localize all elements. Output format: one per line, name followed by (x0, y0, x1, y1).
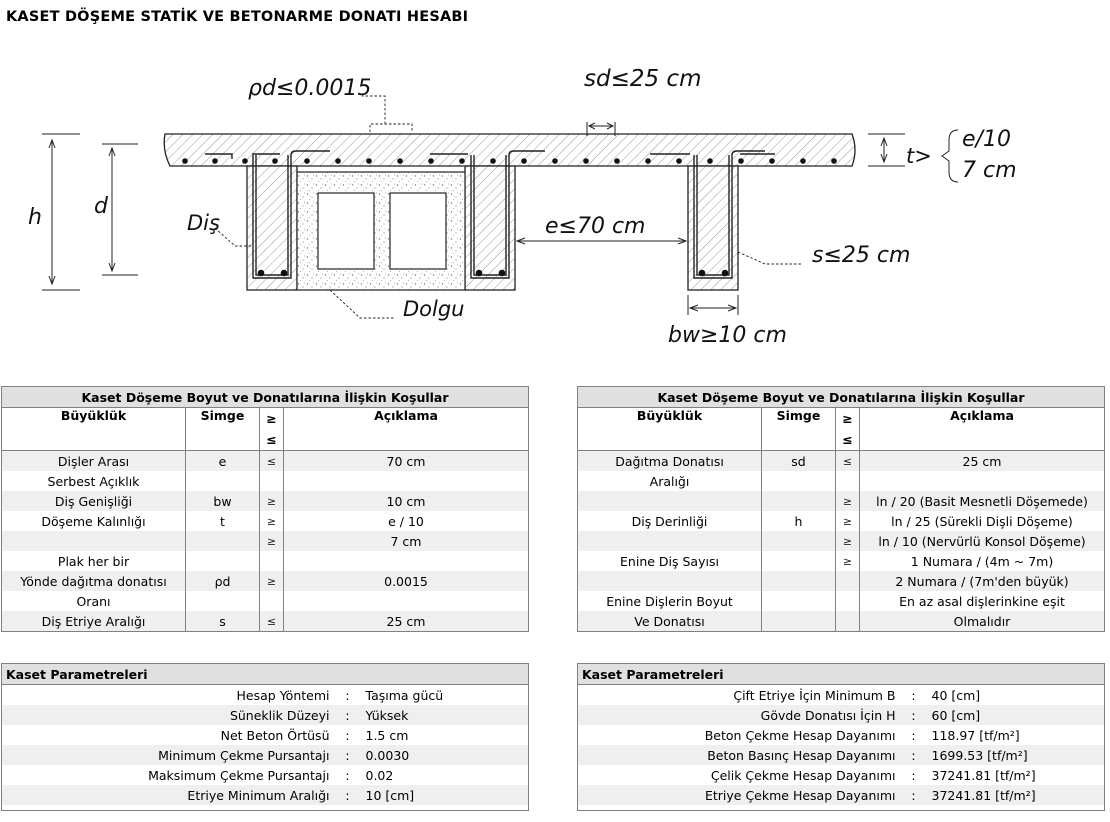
cell-quantity: Aralığı (578, 471, 762, 491)
conditions-table-left (1, 386, 529, 632)
conditions-title: Kaset Döşeme Boyut ve Donatılarına İlişkin Koşullar (578, 387, 1105, 408)
table-row (578, 491, 1105, 511)
param-value: 0.02 (365, 767, 394, 783)
cell-symbol (186, 531, 260, 551)
cell-description: Olmalıdır (860, 611, 1105, 632)
waffle-slab-diagram (0, 30, 1110, 360)
cell-description: 10 cm (284, 491, 529, 511)
cell-op: ≥ (836, 491, 860, 511)
cell-quantity: Yönde dağıtma donatısı (2, 571, 186, 591)
cell-quantity (578, 491, 762, 511)
cell-op: ≥ (260, 571, 284, 591)
op-le: ≤ (266, 432, 277, 447)
cell-symbol (186, 471, 260, 491)
cell-quantity: Diş Etriye Aralığı (2, 611, 186, 632)
cell-description: 2 Numara / (7m'den büyük) (860, 571, 1105, 591)
cell-symbol (762, 471, 836, 491)
table-row (2, 531, 529, 551)
param-sep: : (900, 745, 928, 765)
cell-op: ≤ (836, 451, 860, 472)
cell-quantity: Dağıtma Donatısı (578, 451, 762, 472)
table-row (2, 471, 529, 491)
col-description: Açıklama (860, 408, 1105, 451)
op-le: ≤ (842, 432, 853, 447)
s-label: s≤25 cm (812, 243, 911, 268)
param-row (578, 745, 1105, 765)
param-sep: : (911, 767, 916, 783)
cell-op: ≥ (260, 531, 284, 551)
sd-label: sd≤25 cm (584, 66, 702, 92)
table-row (2, 551, 529, 571)
cell-op: ≥ (836, 531, 860, 551)
cell-symbol: bw (186, 491, 260, 511)
conditions-table-right (577, 386, 1105, 632)
cell-description (860, 471, 1105, 491)
table-row (578, 531, 1105, 551)
table-row (578, 571, 1105, 591)
param-value: Taşıma gücü (365, 687, 444, 703)
param-value: 37241.81 [tf/m²] (931, 767, 1036, 783)
table-row (2, 611, 529, 632)
d-label: d (94, 194, 108, 219)
param-value: 10 [cm] (362, 785, 529, 805)
dolgu-label: Dolgu (403, 297, 465, 321)
cell-description: ln / 25 (Sürekli Dişli Döşeme) (860, 511, 1105, 531)
rho-label: ρd≤0.0015 (248, 76, 372, 101)
cell-op: ≤ (260, 451, 284, 472)
param-label: Hesap Yöntemi (236, 687, 330, 703)
param-sep: : (345, 727, 350, 743)
param-value: 1.5 cm (365, 727, 409, 743)
cell-symbol (186, 591, 260, 611)
cell-symbol: t (186, 511, 260, 531)
cell-op (836, 471, 860, 491)
cell-quantity: Dişler Arası (2, 451, 186, 472)
cell-quantity: Serbest Açıklık (2, 471, 186, 491)
param-row (578, 705, 1105, 725)
cell-op: ≥ (836, 551, 860, 571)
param-row (2, 785, 529, 805)
param-label: Beton Çekme Hesap Dayanımı (704, 727, 896, 743)
cell-description: En az asal dişlerinkine eşit (860, 591, 1105, 611)
param-label: Maksimum Çekme Pursantajı (148, 767, 330, 783)
param-label: Minimum Çekme Pursantajı (2, 745, 334, 765)
cell-description (284, 471, 529, 491)
cell-quantity (578, 531, 762, 551)
cell-quantity: Plak her bir (2, 551, 186, 571)
page-title: KASET DÖŞEME STATİK VE BETONARME DONATI HESABI (6, 9, 469, 25)
cell-quantity: Enine Diş Sayısı (578, 551, 762, 571)
param-value: 118.97 [tf/m²] (931, 727, 1020, 743)
table-row (2, 451, 529, 472)
param-sep: : (900, 705, 928, 725)
param-row (2, 705, 529, 725)
bw-label: bw≥10 cm (668, 323, 787, 348)
cell-quantity (578, 571, 762, 591)
cell-description: 25 cm (860, 451, 1105, 472)
col-op (260, 408, 284, 451)
param-sep: : (900, 785, 928, 805)
col-quantity: Büyüklük (2, 408, 186, 451)
cell-quantity: Enine Dişlerin Boyut (578, 591, 762, 611)
cell-op: ≥ (836, 511, 860, 531)
table-row (2, 591, 529, 611)
param-value: 40 [cm] (931, 687, 981, 703)
cell-description (284, 551, 529, 571)
h-label: h (28, 205, 42, 230)
cell-description: ln / 20 (Basit Mesnetli Döşemede) (860, 491, 1105, 511)
param-row (2, 685, 529, 706)
param-sep: : (911, 727, 916, 743)
cell-description: 0.0015 (284, 571, 529, 591)
param-value: 0.0030 (362, 745, 529, 765)
param-sep: : (334, 745, 362, 765)
t-cm-label: 7 cm (962, 158, 1017, 183)
param-label: Beton Basınç Hesap Dayanımı (578, 745, 900, 765)
param-sep: : (334, 785, 362, 805)
cell-quantity: Döşeme Kalınlığı (2, 511, 186, 531)
cell-description: 1 Numara / (4m ~ 7m) (860, 551, 1105, 571)
cell-quantity: Oranı (2, 591, 186, 611)
dis-label: Diş (187, 211, 220, 235)
cell-symbol (762, 531, 836, 551)
cell-description (284, 591, 529, 611)
cell-symbol: e (186, 451, 260, 472)
cell-quantity: Diş Derinliği (578, 511, 762, 531)
table-row (2, 491, 529, 511)
cell-symbol: ρd (186, 571, 260, 591)
param-sep: : (334, 705, 362, 725)
table-row (578, 551, 1105, 571)
e-label: e≤70 cm (545, 214, 646, 239)
table-row (578, 611, 1105, 632)
cell-symbol (762, 591, 836, 611)
cell-quantity: Diş Genişliği (2, 491, 186, 511)
table-row (578, 471, 1105, 491)
t-label: t> (906, 144, 932, 168)
col-quantity: Büyüklük (578, 408, 762, 451)
cell-op (260, 471, 284, 491)
table-row (2, 571, 529, 591)
cell-op (836, 571, 860, 591)
cell-quantity: Ve Donatısı (578, 611, 762, 632)
param-value: Yüksek (362, 705, 529, 725)
param-row (578, 785, 1105, 805)
op-ge: ≥ (842, 411, 853, 426)
param-label: Net Beton Örtüsü (220, 727, 330, 743)
cell-symbol: s (186, 611, 260, 632)
param-label: Etriye Çekme Hesap Dayanımı (578, 785, 900, 805)
cell-symbol (762, 491, 836, 511)
table-row (578, 511, 1105, 531)
param-row (2, 765, 529, 785)
param-label: Süneklik Düzeyi (2, 705, 334, 725)
cell-description: ln / 10 (Nervürlü Konsol Döşeme) (860, 531, 1105, 551)
col-description: Açıklama (284, 408, 529, 451)
col-symbol: Simge (186, 408, 260, 451)
cell-symbol: sd (762, 451, 836, 472)
cell-description: 25 cm (284, 611, 529, 632)
cell-op (836, 611, 860, 632)
cell-op (836, 591, 860, 611)
cell-symbol (762, 551, 836, 571)
param-label: Etriye Minimum Aralığı (2, 785, 334, 805)
cell-description: 7 cm (284, 531, 529, 551)
cell-op: ≥ (260, 511, 284, 531)
conditions-title: Kaset Döşeme Boyut ve Donatılarına İlişkin Koşullar (2, 387, 529, 408)
cell-description: e / 10 (284, 511, 529, 531)
col-op (836, 408, 860, 451)
col-symbol: Simge (762, 408, 836, 451)
param-row (578, 725, 1105, 745)
filler-block (297, 172, 465, 290)
cell-description: 70 cm (284, 451, 529, 472)
table-row (578, 451, 1105, 472)
cell-symbol (762, 611, 836, 632)
cell-op: ≤ (260, 611, 284, 632)
cell-symbol (762, 571, 836, 591)
param-row (2, 725, 529, 745)
param-sep: : (911, 687, 916, 703)
params-table-left (1, 663, 529, 805)
param-label: Gövde Donatısı İçin H (578, 705, 900, 725)
cell-op (260, 591, 284, 611)
param-value: 37241.81 [tf/m²] (928, 785, 1105, 805)
op-ge: ≥ (266, 411, 277, 426)
param-row (2, 745, 529, 765)
cell-quantity (2, 531, 186, 551)
params-title: Kaset Parametreleri (2, 664, 529, 685)
param-value: 60 [cm] (928, 705, 1105, 725)
cell-symbol: h (762, 511, 836, 531)
param-row (578, 685, 1105, 706)
cell-symbol (186, 551, 260, 571)
params-title: Kaset Parametreleri (578, 664, 1105, 685)
cell-op (260, 551, 284, 571)
table-row (578, 591, 1105, 611)
cell-op: ≥ (260, 491, 284, 511)
t-e-label: e/10 (962, 127, 1011, 152)
params-table-right (577, 663, 1105, 805)
param-sep: : (345, 767, 350, 783)
table-row (2, 511, 529, 531)
param-label: Çift Etriye İçin Minimum B (733, 687, 896, 703)
param-row (578, 765, 1105, 785)
param-sep: : (345, 687, 350, 703)
param-label: Çelik Çekme Hesap Dayanımı (710, 767, 896, 783)
param-value: 1699.53 [tf/m²] (928, 745, 1105, 765)
